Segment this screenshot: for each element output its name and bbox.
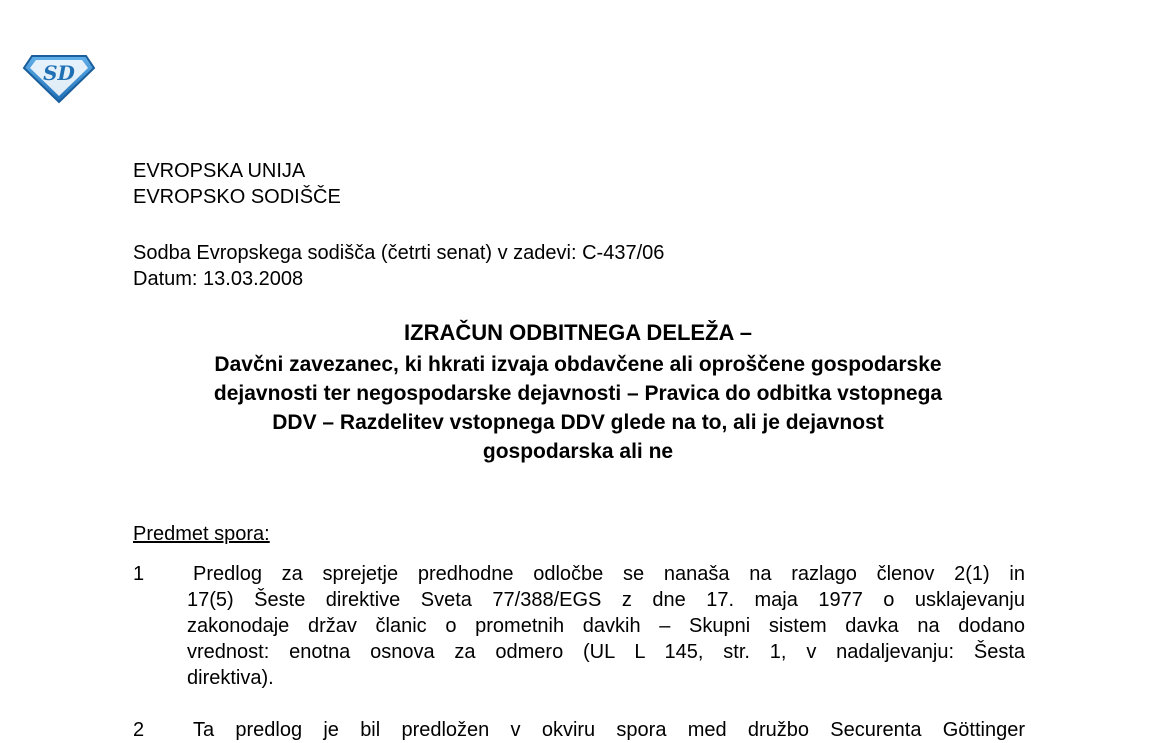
paragraph-line: zakonodaje držav članic o prometnih davkih – Skupni sistem davka na dodano [187, 615, 1025, 637]
paragraph-number: 1 [133, 563, 145, 585]
paragraph-line: vrednost: enotna osnova za odmero (UL L 145, str. 1, v nadaljevanju: Šesta [187, 641, 1025, 663]
paragraph-line: Predlog za sprejetje predhodne odločbe se nanaša na razlago členov 2(1) in [193, 563, 1025, 585]
section-heading: Predmet spora: [133, 523, 270, 545]
date-line: Datum: 13.03.2008 [133, 268, 304, 290]
document-subtitle [100, 350, 1056, 466]
subtitle-line: Davčni zavezanec, ki hkrati izvaja obdavčene ali oproščene gospodarske [214, 353, 942, 376]
sd-shield-icon [22, 48, 96, 104]
subtitle-line: DDV – Razdelitev vstopnega DDV glede na to, ali je dejavnost [272, 411, 884, 434]
paragraph-number: 2 [133, 719, 145, 741]
paragraph-1 [133, 561, 1025, 691]
document-title: IZRAČUN ODBITNEGA DELEŽA – [404, 320, 752, 345]
subtitle-line: gospodarska ali ne [482, 440, 674, 463]
paragraph-line: direktiva). [187, 667, 274, 689]
header-line-2: EVROPSKO SODIŠČE [133, 186, 341, 208]
logo-text: SD [43, 61, 75, 85]
header-line-1: EVROPSKA UNIJA [133, 160, 306, 182]
paragraph-line: Ta predlog je bil predložen v okviru spora med družbo Securenta Göttinger [193, 719, 1025, 741]
sd-logo [22, 48, 96, 104]
subtitle-line: dejavnosti ter negospodarske dejavnosti – Pravica do odbitka vstopnega [213, 382, 943, 405]
case-line: Sodba Evropskega sodišča (četrti senat) v zadevi: C-437/06 [133, 242, 665, 264]
paragraph-line: 17(5) Šeste direktive Sveta 77/388/EGS z dne 17. maja 1977 o usklajevanju [187, 589, 1025, 611]
paragraph-2 [133, 717, 1025, 743]
